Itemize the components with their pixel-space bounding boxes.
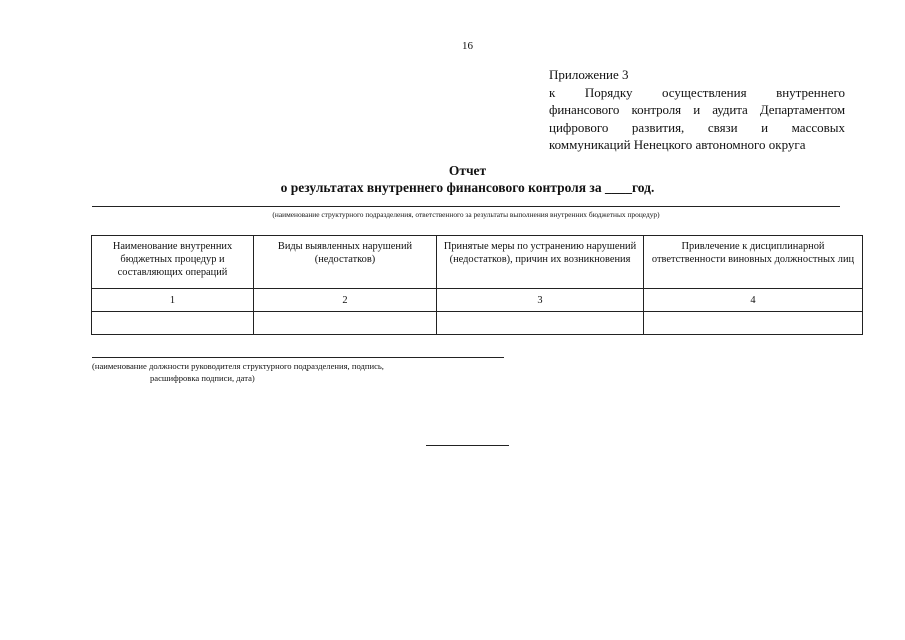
- column-number: 1: [92, 289, 254, 312]
- page-number: 16: [462, 40, 473, 52]
- signature-caption: (наименование должности руководителя структурного подразделения, подпись,: [92, 361, 384, 371]
- table-cell: [92, 312, 254, 335]
- column-number: 4: [644, 289, 863, 312]
- column-header: Виды выявленных нарушений (недостатков): [254, 236, 437, 289]
- appendix-line: финансового контроля и аудита Департаментом: [549, 102, 845, 117]
- table-number-row: [92, 289, 863, 312]
- table-header-row: [92, 236, 863, 289]
- table-cell: [254, 312, 437, 335]
- structural-unit-caption: (наименование структурного подразделения, ответственного за результаты выполнения внутренних бюджетных процедур): [272, 210, 660, 219]
- column-header: Привлечение к дисциплинарной ответственности виновных должностных лиц: [644, 236, 863, 289]
- table-cell: [437, 312, 644, 335]
- column-number: 2: [254, 289, 437, 312]
- report-table: [91, 235, 863, 335]
- table-row: [92, 312, 863, 335]
- report-title: Отчет: [448, 163, 487, 178]
- column-header: Принятые меры по устранению нарушений (недостатков), причин их возникновения: [437, 236, 644, 289]
- report-subtitle: о результатах внутреннего финансового контроля за ____год.: [280, 180, 655, 195]
- appendix-line: к Порядку осуществления внутреннего: [549, 84, 845, 100]
- table-cell: [644, 312, 863, 335]
- appendix-line: коммуникаций Ненецкого автономного округа: [549, 137, 806, 152]
- signature-line: [92, 357, 504, 358]
- appendix-line: цифрового развития, связи и массовых: [549, 119, 845, 135]
- column-number: 3: [437, 289, 644, 312]
- signature-caption: расшифровка подписи, дата): [150, 373, 255, 383]
- footer-divider: [426, 445, 509, 446]
- appendix-header: [549, 66, 845, 154]
- column-header: Наименование внутренних бюджетных процедур и составляющих операций: [92, 236, 254, 289]
- structural-unit-line: [92, 206, 840, 207]
- appendix-title: Приложение 3: [549, 67, 629, 82]
